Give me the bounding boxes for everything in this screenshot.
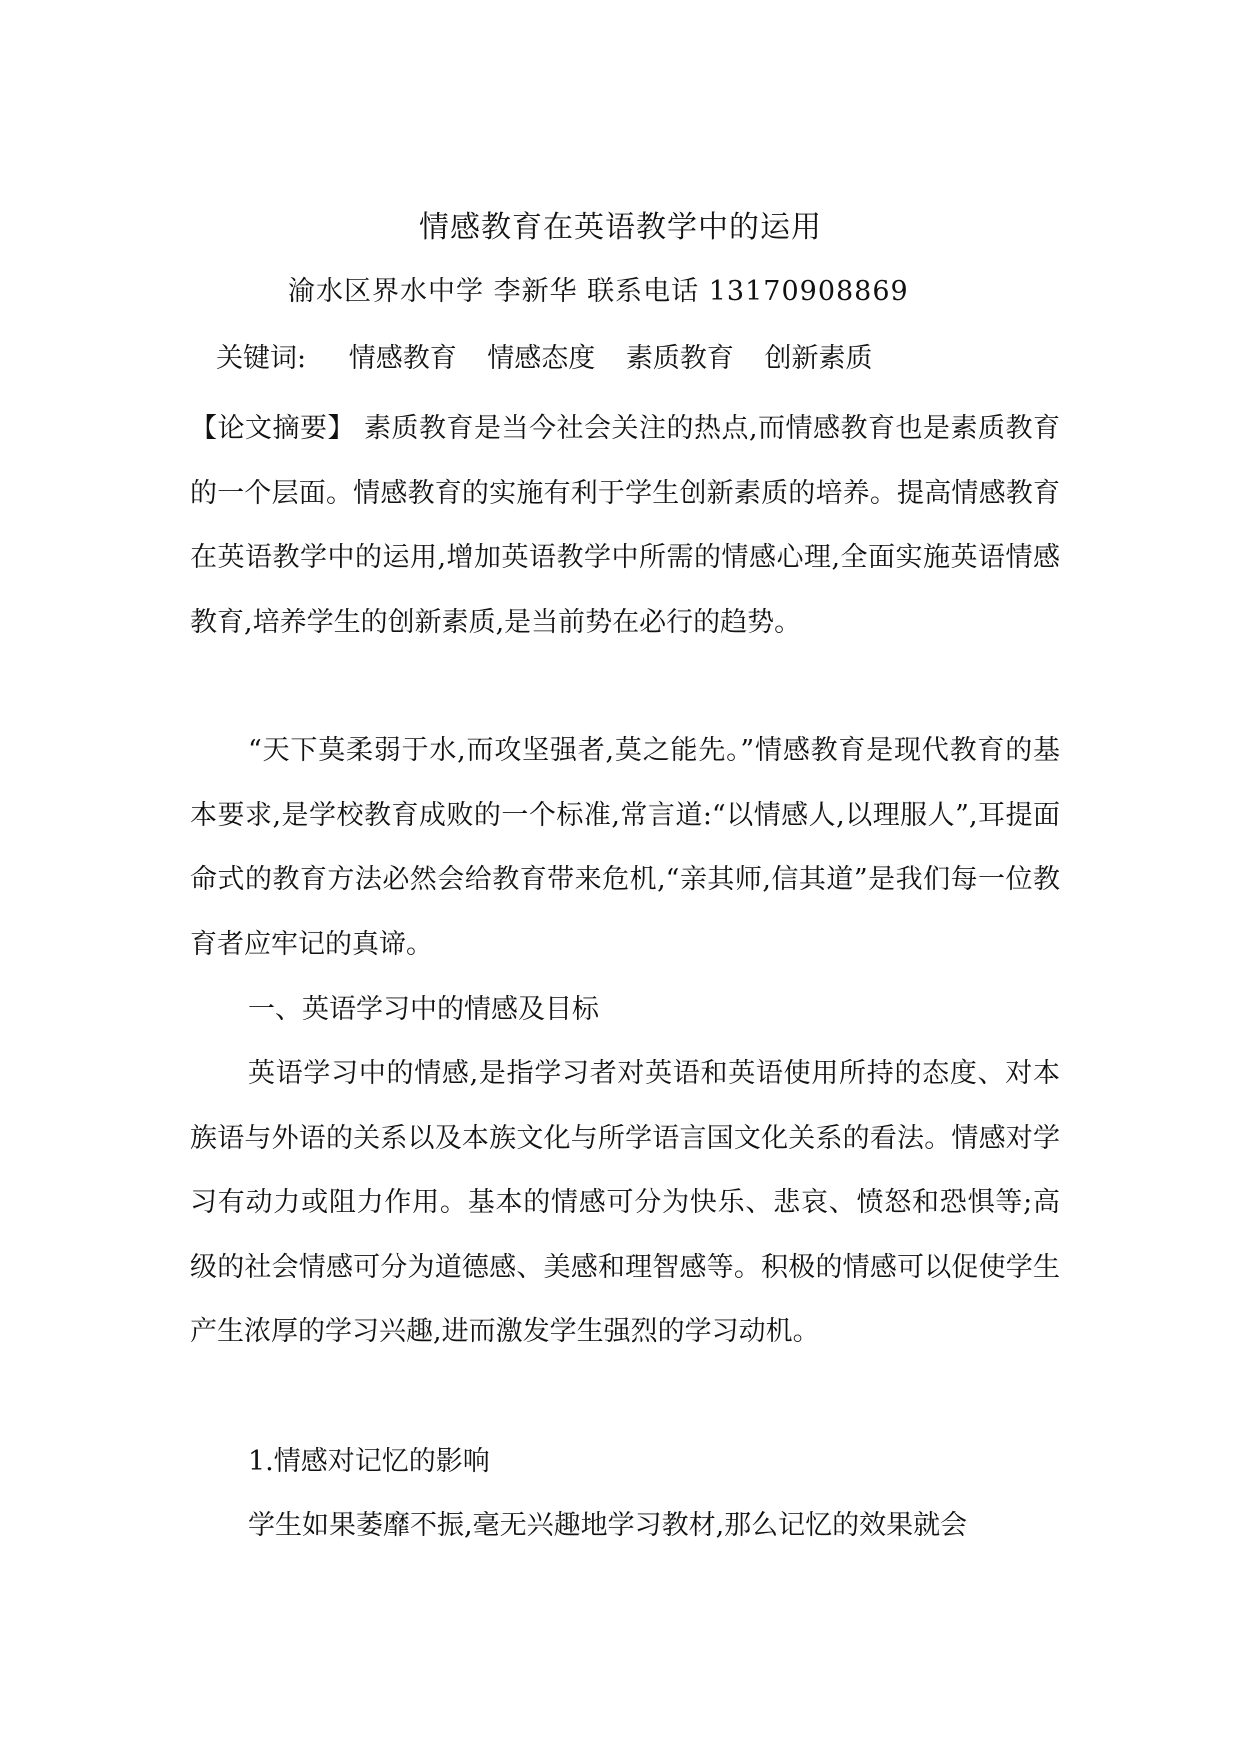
intro-paragraph: “天下莫柔弱于水,而攻坚强者,莫之能先。”情感教育是现代教育的基本要求,是学校教育成败的一个标准,常言道:“以情感人,以理服人”,耳提面命式的教育方法必然会给教育带来危机,“亲其师,信其道”是我们每一位教育者应牢记的真谛。 bbox=[190, 735, 1060, 960]
document-title: 情感教育在英语教学中的运用 bbox=[419, 210, 822, 245]
abstract-paragraph bbox=[190, 397, 1060, 655]
section-paragraph: 英语学习中的情感,是指学习者对英语和英语使用所持的态度、对本族语与外语的关系以及本族文化与所学语言国文化关系的看法。情感对学习有动力或阻力作用。基本的情感可分为快乐、悲哀、愤怒和恐惧等;高级的社会情感可分为道德感、美感和理智感等。积极的情感可以促使学生产生浓厚的学习兴趣,进而激发学生强烈的学习动机。 bbox=[190, 1058, 1060, 1347]
subsection-paragraph: 学生如果萎靡不振,毫无兴趣地学习教材,那么记忆的效果就会 bbox=[248, 1510, 968, 1541]
keyword-item: 素质教育 bbox=[625, 343, 734, 374]
keywords-line bbox=[216, 337, 894, 381]
subsection-heading: 1.情感对记忆的影响 bbox=[248, 1446, 490, 1477]
abstract-label: 【论文摘要】 bbox=[190, 413, 355, 444]
keywords-label: 关键词: bbox=[216, 343, 307, 374]
author-line: 渝水区界水中学 李新华 联系电话 13170908869 bbox=[288, 276, 909, 307]
section-heading: 一、英语学习中的情感及目标 bbox=[248, 994, 599, 1025]
keyword-item: 情感态度 bbox=[487, 343, 596, 374]
keyword-item: 情感教育 bbox=[348, 343, 457, 374]
abstract-text: 素质教育是当今社会关注的热点,而情感教育也是素质教育的一个层面。情感教育的实施有利于学生创新素质的培养。提高情感教育在英语教学中的运用,增加英语教学中所需的情感心理,全面实施英语情感教育,培养学生的创新素质,是当前势在必行的趋势。 bbox=[190, 413, 1060, 638]
keyword-item: 创新素质 bbox=[764, 343, 873, 374]
